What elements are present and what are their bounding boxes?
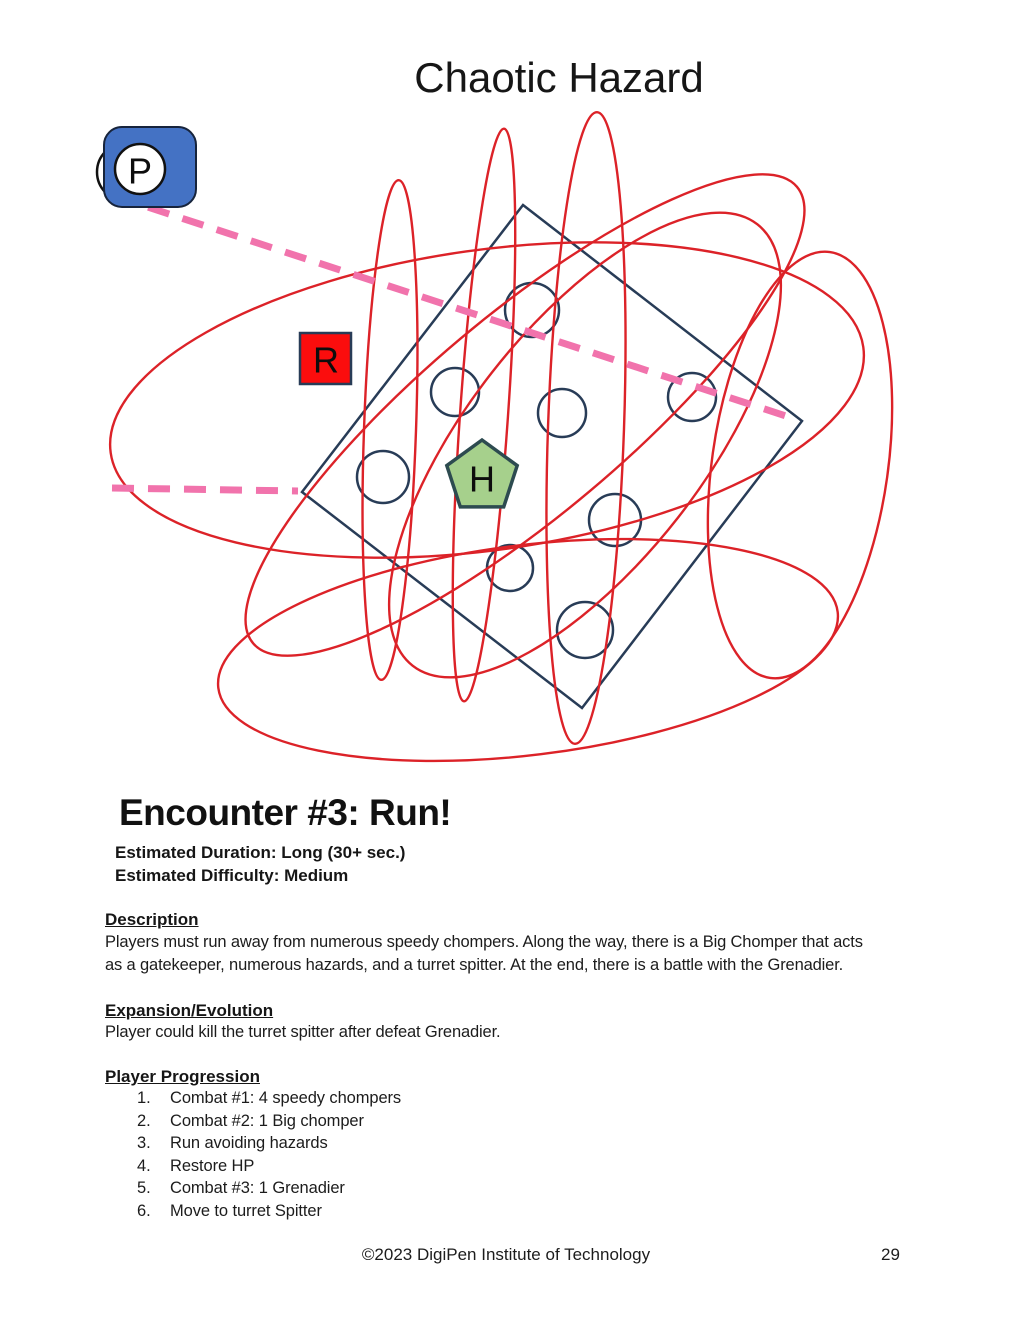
hazard-scribble	[90, 110, 917, 780]
encounter-heading: Encounter #3: Run!	[119, 792, 452, 833]
run-marker-letter: R	[313, 339, 339, 381]
list-item-text: Combat #1: 4 speedy chompers	[170, 1089, 402, 1107]
scribble-loop	[189, 110, 861, 720]
arena-circle	[357, 451, 409, 503]
list-item-text: Combat #2: 1 Big chomper	[170, 1111, 364, 1130]
list-item-text: Move to turret Spitter	[170, 1201, 322, 1220]
progression-list	[137, 1089, 401, 1225]
description-text-line: Players must run away from numerous speedy chompers. Along the way, there is a Big Chomper that acts	[105, 933, 863, 951]
list-item-number: 5.	[137, 1179, 151, 1198]
list-item-number: 2.	[137, 1111, 151, 1130]
list-item	[137, 1089, 401, 1112]
player-marker	[97, 127, 196, 207]
list-item	[137, 1157, 401, 1180]
scribble-loop	[206, 508, 851, 780]
figure-title: Chaotic Hazard	[414, 54, 704, 101]
list-item	[137, 1134, 401, 1157]
arena-circle	[431, 368, 479, 416]
arena-outline	[302, 205, 802, 708]
estimated-difficulty: Estimated Difficulty: Medium	[115, 866, 349, 885]
description-text-line: as a gatekeeper, numerous hazards, and a turret spitter. At the end, there is a battle with the Grenadier.	[105, 956, 844, 974]
footer-page-number: 29	[881, 1245, 900, 1264]
arena-circle	[538, 389, 586, 437]
scribble-loop	[320, 152, 851, 739]
list-item-number: 3.	[137, 1134, 151, 1153]
list-item-number: 4.	[137, 1156, 151, 1175]
list-item-number: 6.	[137, 1201, 151, 1220]
list-item-number: 1.	[137, 1089, 151, 1107]
description-header: Description	[105, 910, 199, 929]
scribble-loop	[683, 240, 917, 690]
list-item	[137, 1179, 401, 1202]
arena-square	[302, 205, 802, 708]
scribble-loop	[90, 199, 884, 602]
expansion-header: Expansion/Evolution	[105, 1001, 274, 1020]
player-marker-letter: P	[127, 150, 153, 192]
list-item	[137, 1202, 401, 1225]
path-segment	[114, 196, 795, 419]
progression-header: Player Progression	[105, 1067, 260, 1086]
list-item-text: Restore HP	[170, 1156, 255, 1175]
path-segment	[112, 488, 298, 491]
list-item-text: Combat #3: 1 Grenadier	[170, 1179, 345, 1198]
list-item-text: Run avoiding hazards	[170, 1134, 328, 1153]
scribble-loop	[537, 111, 635, 745]
list-item	[137, 1112, 401, 1135]
estimated-duration: Estimated Duration: Long (30+ sec.)	[115, 843, 406, 862]
footer-copyright: ©2023 DigiPen Institute of Technology	[361, 1245, 651, 1264]
expansion-text: Player could kill the turret spitter after defeat Grenadier.	[105, 1023, 501, 1041]
hazard-marker-letter: H	[469, 458, 495, 500]
run-marker	[300, 333, 351, 384]
